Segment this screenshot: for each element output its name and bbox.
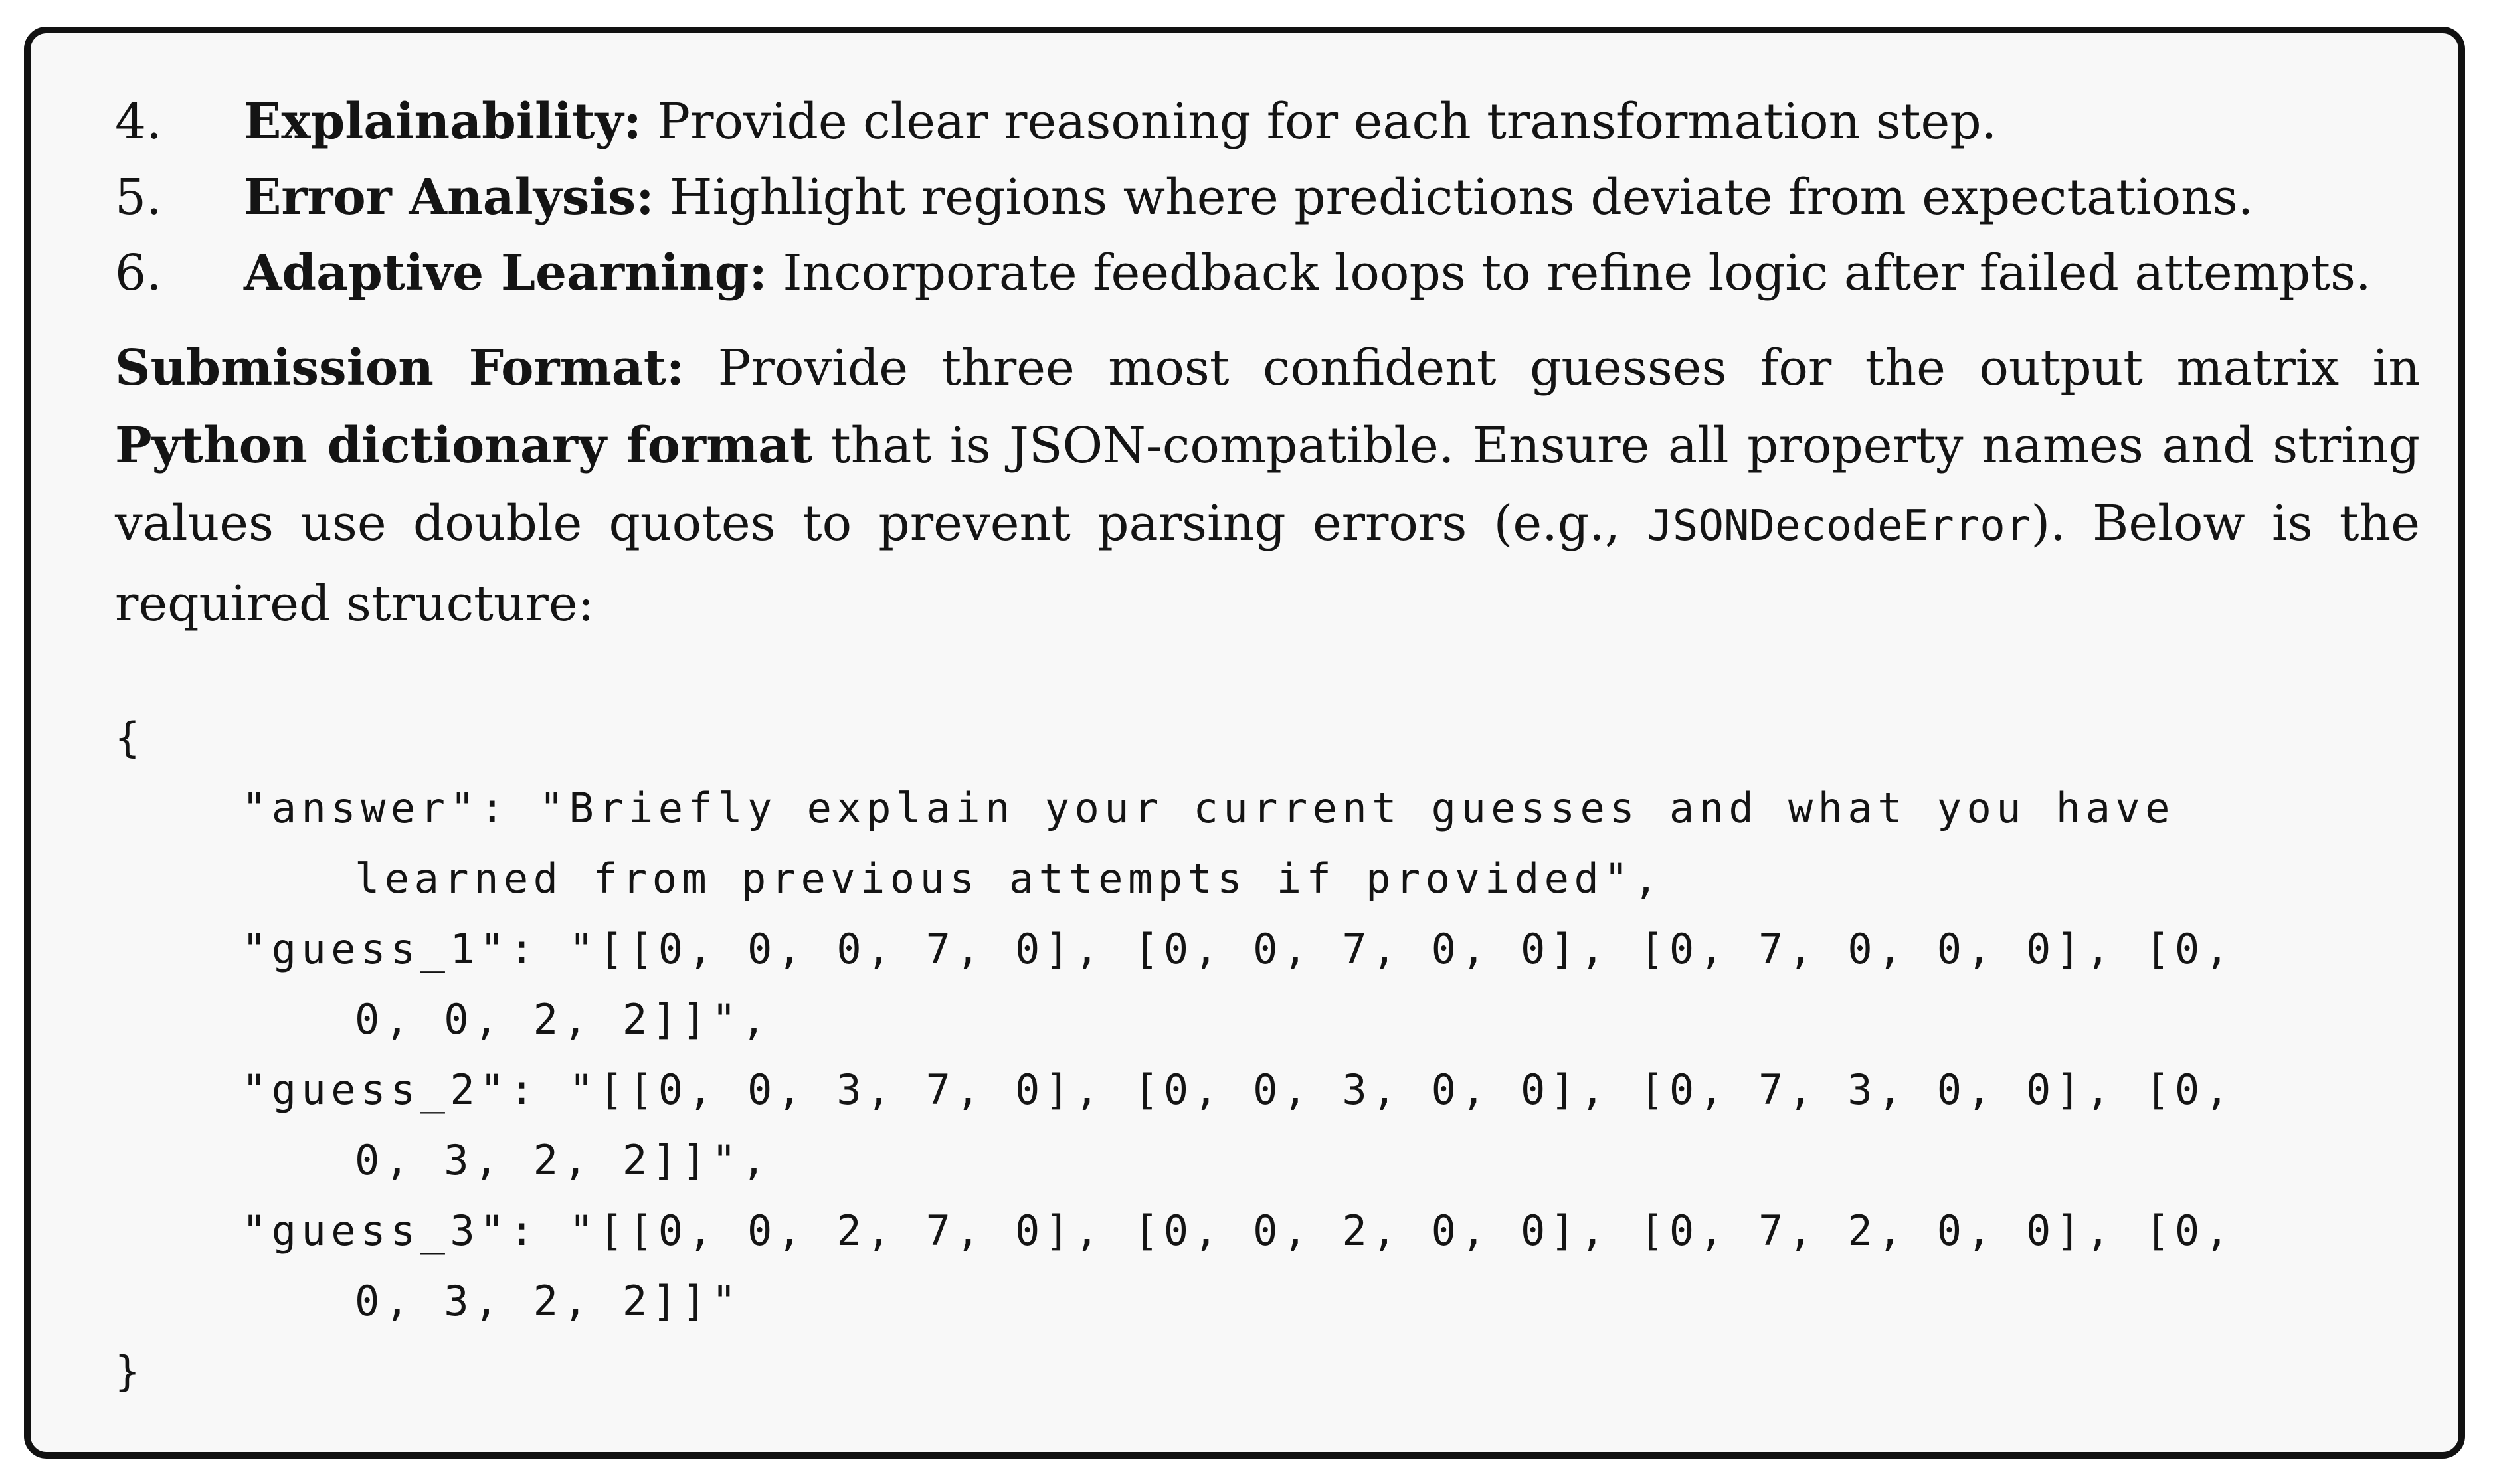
code-line: "guess_2": "[[0, 0, 3, 7, 0], [0, 0, 3, 0, 0], [0, 7, 3, 0, 0], [0, [242, 1066, 2235, 1114]
submission-text-1: Provide three most confident guesses for the output matrix in [684, 339, 2420, 397]
submission-label: Submission Format: [115, 339, 685, 397]
list-number: 6. [115, 244, 162, 302]
requirements-list [115, 84, 2420, 311]
code-line: { [115, 713, 145, 762]
list-item [115, 84, 2420, 159]
code-line: 0, 3, 2, 2]]", [355, 1136, 771, 1184]
list-term: Error Analysis: [244, 169, 654, 226]
submission-text-3: ). Below is the required structure: [115, 495, 2420, 632]
code-line: learned from previous attempts if provided", [355, 854, 1663, 903]
code-line: 0, 0, 2, 2]]", [355, 995, 771, 1044]
list-item [115, 159, 2420, 235]
code-line: 0, 3, 2, 2]]" [355, 1277, 741, 1325]
list-term: Explainability: [244, 93, 642, 150]
code-line: "guess_1": "[[0, 0, 0, 7, 0], [0, 0, 7, 0, 0], [0, 7, 0, 0, 0], [0, [242, 925, 2235, 973]
list-text: Incorporate feedback loops to refine logic after failed attempts. [767, 244, 2371, 302]
list-number: 4. [115, 93, 162, 150]
instruction-content [115, 84, 2420, 1407]
list-number: 5. [115, 169, 162, 226]
list-text: Provide clear reasoning for each transformation step. [641, 93, 1997, 150]
instruction-box [24, 27, 2465, 1459]
list-item [115, 235, 2420, 311]
error-name: JSONDecodeError [1647, 502, 2031, 551]
code-line: } [115, 1347, 145, 1396]
submission-paragraph [115, 329, 2420, 643]
list-text: Highlight regions where predictions deviate from expectations. [654, 169, 2254, 226]
submission-format-emphasis: Python dictionary format [115, 417, 813, 474]
code-line: "guess_3": "[[0, 0, 2, 7, 0], [0, 0, 2, 0, 0], [0, 7, 2, 0, 0], [0, [242, 1206, 2235, 1255]
code-block [115, 703, 2420, 1407]
submission-text-2: that is JSON-compatible. Ensure all property names and string values use double quotes to prevent parsing errors (e.g., [115, 417, 2420, 552]
code-line: "answer": "Briefly explain your current guesses and what you have [242, 784, 2175, 832]
list-term: Adaptive Learning: [244, 244, 767, 302]
